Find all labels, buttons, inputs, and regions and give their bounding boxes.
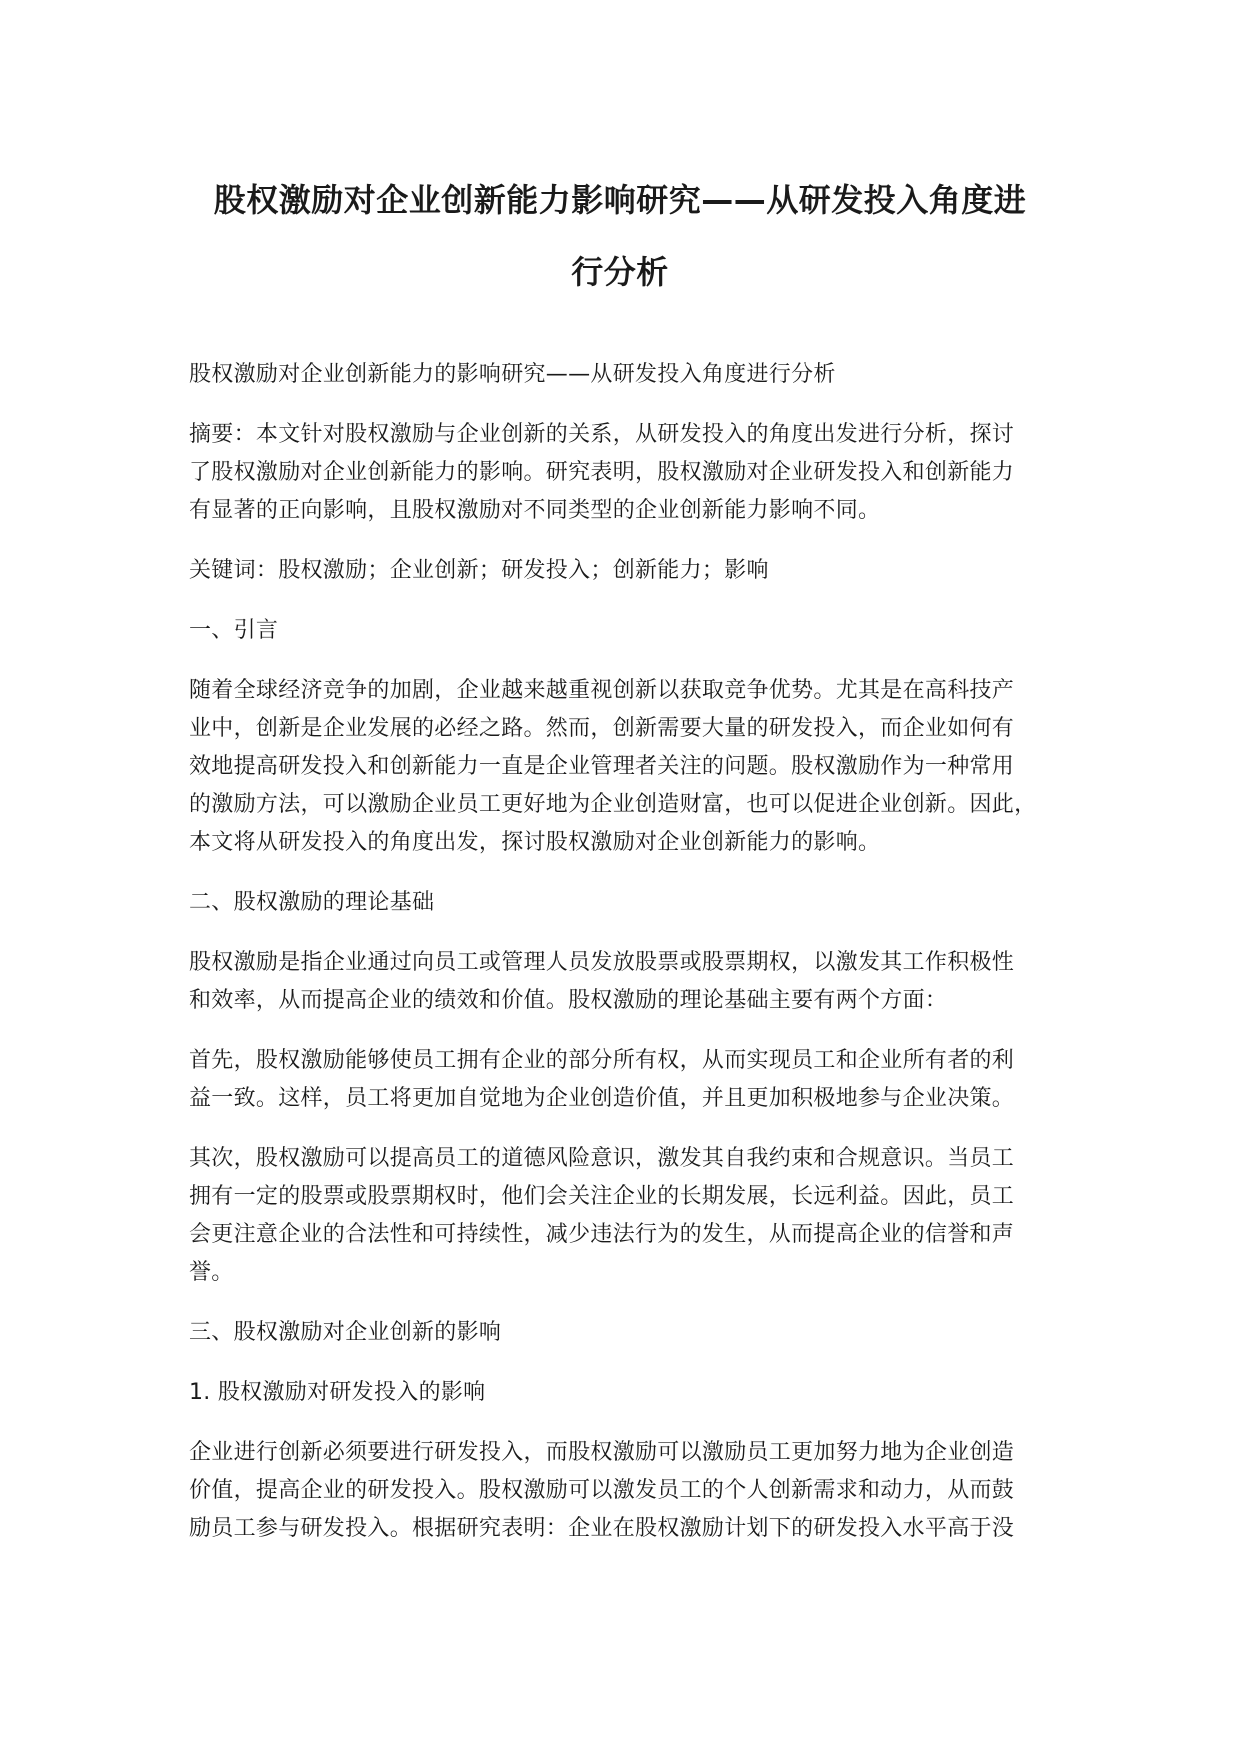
paragraph-line: 随着全球经济竞争的加剧，企业越来越重视创新以获取竞争优势。尤其是在高科技产 [189, 678, 1015, 703]
paragraph-line: 其次，股权激励可以提高员工的道德风险意识，激发其自我约束和合规意识。当员工 [189, 1146, 1015, 1171]
paragraph-line: 股权激励是指企业通过向员工或管理人员发放股票或股票期权，以激发其工作积极性 [189, 950, 1015, 975]
paragraph-line: 的激励方法，可以激励企业员工更好地为企业创造财富，也可以促进企业创新。因此， [189, 792, 1037, 817]
paragraph-line: 效地提高研发投入和创新能力一直是企业管理者关注的问题。股权激励作为一种常用 [189, 754, 1015, 779]
section2-paragraph-3 [189, 1140, 1069, 1292]
section-heading-2: 二、股权激励的理论基础 [189, 890, 435, 915]
section2-paragraph-1 [189, 944, 1069, 1020]
keywords: 关键词：股权激励；企业创新；研发投入；创新能力；影响 [189, 558, 769, 583]
abstract-paragraph [189, 416, 1069, 530]
paragraph-line: 励员工参与研发投入。根据研究表明：企业在股权激励计划下的研发投入水平高于没 [189, 1516, 1015, 1541]
section2-paragraph-2 [189, 1042, 1069, 1118]
subsection-heading-1: 1. 股权激励对研发投入的影响 [189, 1380, 486, 1405]
paragraph-line: 拥有一定的股票或股票期权时，他们会关注企业的长期发展，长远利益。因此，员工 [189, 1184, 1015, 1209]
section-heading-1: 一、引言 [189, 618, 279, 643]
paragraph-line: 业中，创新是企业发展的必经之路。然而，创新需要大量的研发投入，而企业如何有 [189, 716, 1015, 741]
section1-paragraph [189, 672, 1069, 862]
paragraph-line: 和效率，从而提高企业的绩效和价值。股权激励的理论基础主要有两个方面： [189, 988, 948, 1013]
paragraph-line: 誉。 [189, 1260, 234, 1285]
document-title-line2: 行分析 [571, 253, 669, 291]
paragraph-line: 本文将从研发投入的角度出发，探讨股权激励对企业创新能力的影响。 [189, 830, 881, 855]
subtitle: 股权激励对企业创新能力的影响研究——从研发投入角度进行分析 [189, 362, 836, 387]
section3-paragraph [189, 1434, 1069, 1548]
paragraph-line: 益一致。这样，员工将更加自觉地为企业创造价值，并且更加积极地参与企业决策。 [189, 1086, 1015, 1111]
paragraph-line: 企业进行创新必须要进行研发投入，而股权激励可以激励员工更加努力地为企业创造 [189, 1440, 1015, 1465]
paragraph-line: 价值，提高企业的研发投入。股权激励可以激发员工的个人创新需求和动力，从而鼓 [189, 1478, 1015, 1503]
paragraph-line: 会更注意企业的合法性和可持续性，减少违法行为的发生，从而提高企业的信誉和声 [189, 1222, 1015, 1247]
paragraph-line: 首先，股权激励能够使员工拥有企业的部分所有权，从而实现员工和企业所有者的利 [189, 1048, 1015, 1073]
abstract-line: 摘要：本文针对股权激励与企业创新的关系，从研发投入的角度出发进行分析，探讨 [189, 422, 1015, 447]
abstract-line: 有显著的正向影响，且股权激励对不同类型的企业创新能力影响不同。 [189, 498, 881, 523]
abstract-line: 了股权激励对企业创新能力的影响。研究表明，股权激励对企业研发投入和创新能力 [189, 460, 1015, 485]
section-heading-3: 三、股权激励对企业创新的影响 [189, 1320, 502, 1345]
document-title-line1: 股权激励对企业创新能力影响研究——从研发投入角度进 [213, 181, 1027, 219]
document-body [189, 356, 1069, 1548]
